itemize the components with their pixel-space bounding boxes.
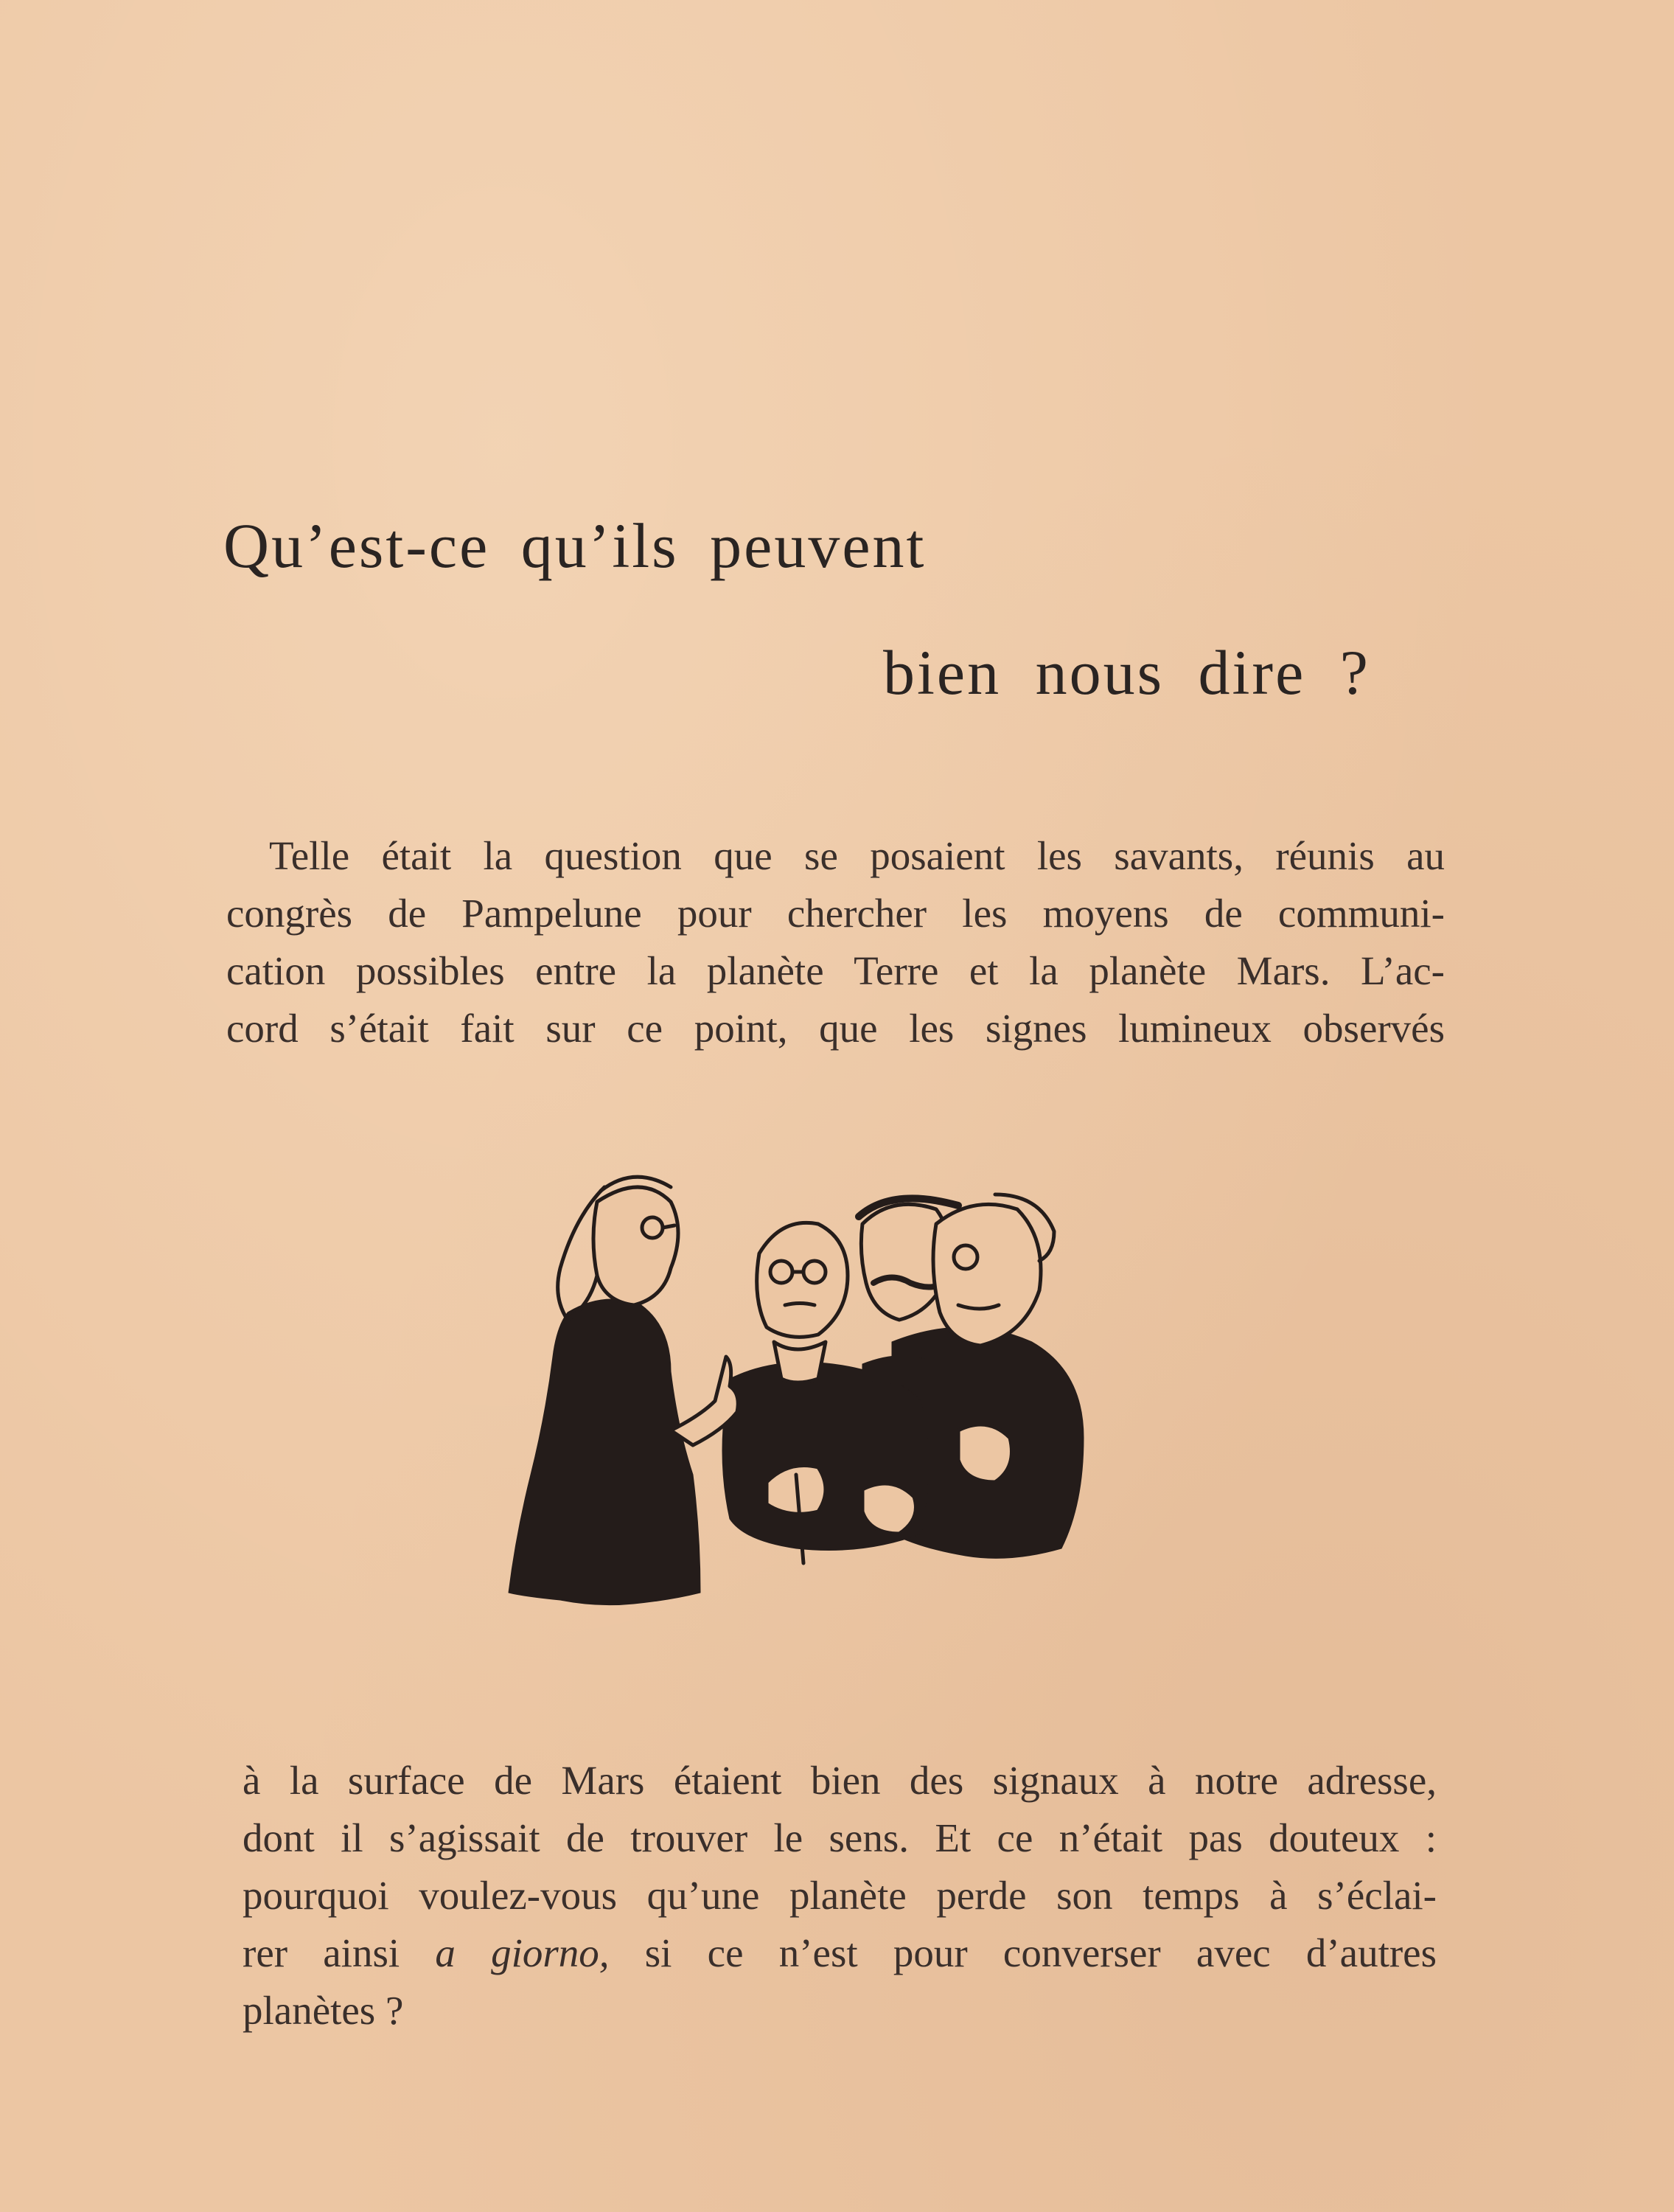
paragraph-1-line-3: cation possibles entre la planète Terre et la planète Mars. L’ac-	[226, 948, 1445, 993]
line-4-start: rer ainsi	[243, 1930, 436, 1975]
paragraph-2-line-2: dont il s’agissait de trouver le sens. Et ce n’était pas douteux :	[243, 1815, 1437, 1860]
paragraph-1-line-1: Telle était la question que se posaient les savants, réunis au	[269, 833, 1445, 878]
paragraph-1-line-4: cord s’était fait sur ce point, que les signes lumineux observés	[226, 1006, 1445, 1051]
paragraph-1-line-2: congrès de Pampelune pour chercher les moyens de communi-	[226, 891, 1445, 936]
line-4-end: si ce n’est pour converser avec d’autres	[609, 1930, 1437, 1975]
paragraph-2-line-5: planètes ?	[243, 1988, 404, 2033]
paragraph-2	[243, 1752, 1437, 2039]
figure-left-body	[509, 1299, 700, 1605]
figure-left-face	[593, 1187, 678, 1305]
figure-right-hands	[958, 1425, 1012, 1482]
chapter-title-line-1: Qu’est-ce qu’ils peuvent	[223, 510, 927, 581]
paragraph-2-line-3: pourquoi voulez-vous qu’une planète perde son temps à s’éclai-	[243, 1873, 1437, 1918]
scientists-illustration	[450, 1121, 1224, 1652]
paragraph-2-line-4	[243, 1924, 1437, 1982]
paragraph-1	[226, 827, 1445, 1057]
paragraph-2-line-1: à la surface de Mars étaient bien des signaux à notre adresse,	[243, 1758, 1437, 1803]
chapter-title-line-2: bien nous dire ?	[883, 637, 1370, 708]
italic-a-giorno: a giorno,	[435, 1930, 610, 1975]
figure-right-face	[933, 1204, 1041, 1346]
figure-middle-face	[757, 1222, 848, 1337]
